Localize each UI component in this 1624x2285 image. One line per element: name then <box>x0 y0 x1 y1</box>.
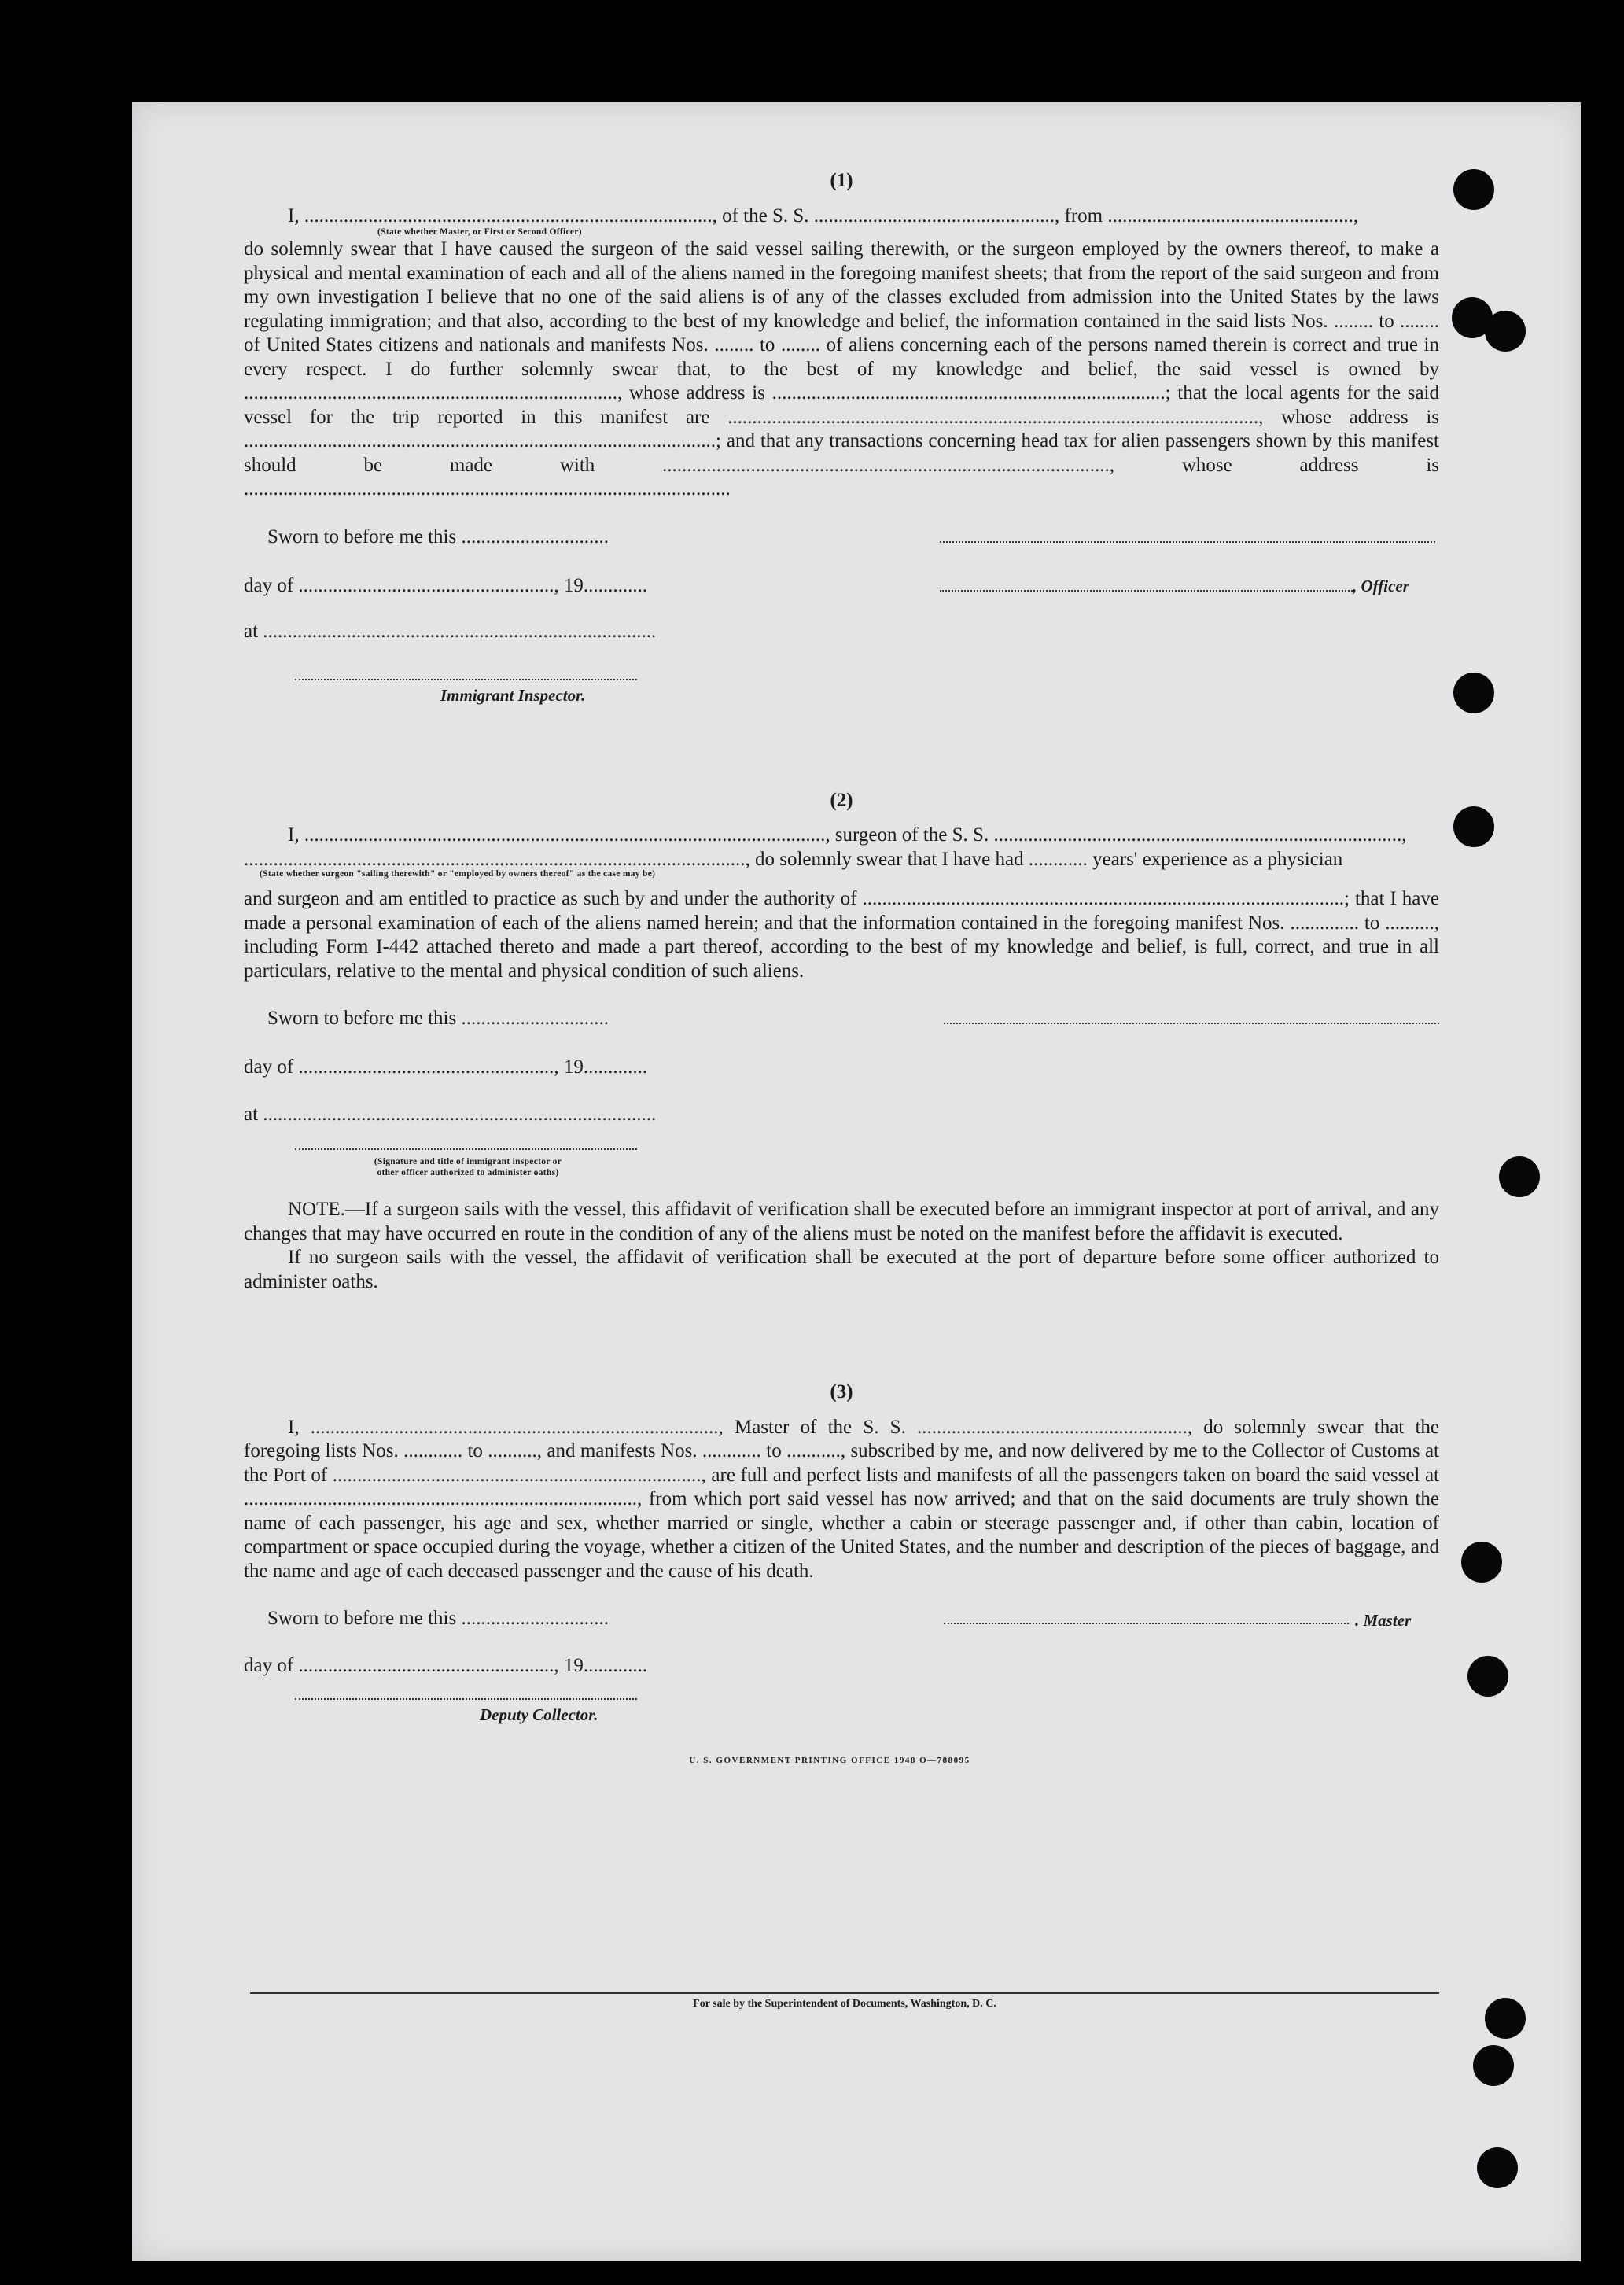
section-1-day: day of ...................................................., 19............. <box>244 574 648 596</box>
punch-hole <box>1485 311 1526 352</box>
section-2-signatures <box>244 983 1439 1176</box>
officer-title-line <box>940 590 1353 592</box>
footer-rule <box>250 1992 1439 1994</box>
surgeon-note-1-text: NOTE.—If a surgeon sails with the vessel, this affidavit of verification shall be executed before an immigrant inspector at port of arrival, and any changes that may have occurred en route in the condition of any of the aliens must be noted on the manifest before the affidavit is executed. <box>244 1199 1439 1244</box>
section-2-signature-note <box>303 1156 633 1178</box>
surgeon-note-1 <box>244 1198 1439 1246</box>
printing-office-line: U. S. GOVERNMENT PRINTING OFFICE 1948 O—788095 <box>689 1756 970 1765</box>
section-1-signatures <box>244 502 1439 671</box>
signature-note-line-2: other officer authorized to administer oaths) <box>377 1168 559 1178</box>
surgeon-note-2 <box>244 1246 1439 1294</box>
punch-hole <box>1461 1542 1502 1583</box>
section-2-surgeon-note: (State whether surgeon "sailing therewith" or "employed by owners thereof" as the case may be) <box>260 869 656 879</box>
section-1-at: at ................................................................................ <box>244 620 657 642</box>
surgeon-signature-line <box>944 1023 1439 1024</box>
immigrant-inspector-label: Immigrant Inspector. <box>440 685 586 705</box>
form-content <box>244 169 1439 1773</box>
collector-signature-line <box>295 1698 637 1700</box>
punch-hole <box>1477 2147 1518 2188</box>
section-2-day: day of ...................................................., 19............. <box>244 1056 648 1078</box>
section-3-number: (3) <box>830 1381 853 1402</box>
punch-hole <box>1467 1656 1508 1697</box>
punch-hole <box>1453 806 1494 847</box>
section-2-second-line: ......................................................................................................, do solemnly swear that I have had ............ years' experience as a physician <box>244 848 1343 870</box>
section-1-inspector <box>244 671 1439 718</box>
officer-label: , Officer <box>1353 576 1409 595</box>
section-3-oath-body: I, ..................................................................................., Master of the S. S. ......................................................., do solemnly swear that the foregoing lists Nos. ............ to .........., and manifests Nos. ............ to ..........., subscribed by me, and now delivered by me to the Collector of Customs at the Port of ..........................................................................., are full and perfect lists and manifests of all the passengers taken on board the said vessel at ................................................................................, from which port said vessel has now arrived; and that on the said documents are truly shown the name of each passenger, his age and sex, whether married or single, whether a cabin or steerage passenger and, if other than cabin, location of compartment or space occupied during the voyage, whether a citizen of the United States, and the number and description of the pieces of baggage, and the name and age of each deceased passenger and the cause of his death. <box>244 1416 1439 1582</box>
footer-text: For sale by the Superintendent of Documents, Washington, D. C. <box>693 1998 996 2010</box>
section-2-inspector-line <box>295 1148 637 1150</box>
section-3-sworn: Sworn to before me this .............................. <box>267 1608 609 1629</box>
section-2-first-line: I, .........................................................................................................., surgeon of the S. S. ..................................................................................., <box>288 824 1407 846</box>
section-2-sworn: Sworn to before me this .............................. <box>267 1008 609 1029</box>
deputy-collector-label: Deputy Collector. <box>480 1705 598 1724</box>
section-1-oath-text: do solemnly swear that I have caused the surgeon of the said vessel sailing therewith, or the surgeon employed by the owners thereof, to make a physical and mental examination of each and all of the aliens named in the foregoing manifest sheets; that from the report of the said surgeon and from my own investigation I believe that no one of the said aliens is of any of the classes excluded from admission into the United States by the laws regulating immigration; and that also, according to the best of my knowledge and belief, the information contained in the said lists Nos. ........ to ........ of United States citizens and nationals and manifests Nos. ........ to ........ of aliens concerning each of the persons named therein is correct and true in every respect. I do further solemnly swear that, to the best of my knowledge and belief, the said vessel is owned by ............................................................................, whose address is ................................................................................; that the local agents for the said vessel for the trip reported in this manifest are ............................................................................................................, whose address is ................................................................................................; and that any transactions concerning head tax for alien passengers shown by this manifest should be made with ..........................................................................................., whose address is ................................................................................................... <box>244 238 1439 499</box>
punch-hole <box>1453 169 1494 210</box>
section-1-officer-note: (State whether Master, or First or Second Officer) <box>377 227 582 237</box>
officer-signature-line <box>940 541 1435 543</box>
section-2-oath-text: and surgeon and am entitled to practice as such by and under the authority of ..................................................................................................; that I have made a personal examination of each of the aliens named herein; and that the information contained in the foregoing manifest Nos. .............. to .........., including Form I-442 attached thereto and made a part thereof, according to the best of my knowledge and belief, is full, correct, and true in all particulars, relative to the mental and physical condition of such aliens. <box>244 888 1439 982</box>
section-3-signatures <box>244 1583 1439 1686</box>
section-2-at: at ................................................................................ <box>244 1104 657 1125</box>
surgeon-note-2-text: If no surgeon sails with the vessel, the affidavit of verification shall be executed at the port of departure before some officer authorized to administer oaths. <box>244 1247 1439 1292</box>
section-3-day: day of ...................................................., 19............. <box>244 1655 648 1676</box>
punch-hole <box>1453 673 1494 713</box>
master-label: . Master <box>1355 1611 1412 1630</box>
punch-hole <box>1499 1156 1540 1197</box>
section-3-oath-text <box>244 1416 1439 1584</box>
signature-note-line-1: (Signature and title of immigrant inspector or <box>374 1157 562 1166</box>
section-1-sworn: Sworn to before me this .............................. <box>267 525 609 547</box>
section-3-collector <box>244 1686 1439 1734</box>
master-signature-line <box>944 1623 1349 1624</box>
section-1-first-line: I, ..................................................................................., of the S. S. ................................................., from .................................................., <box>288 205 1359 227</box>
section-1-number: (1) <box>830 170 853 191</box>
section-2-number: (2) <box>830 789 853 811</box>
punch-hole <box>1473 2045 1514 2086</box>
punch-hole <box>1485 1998 1526 2039</box>
inspector-signature-line <box>295 679 637 680</box>
